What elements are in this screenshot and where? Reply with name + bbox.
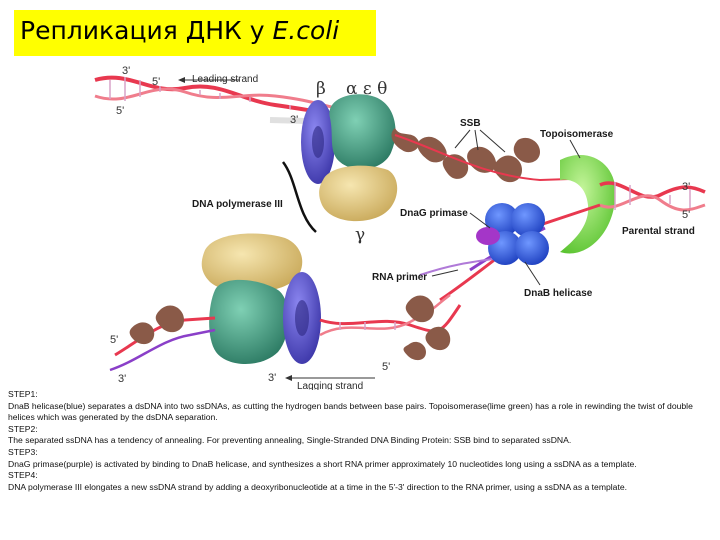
label-dnab-helicase: DnaB helicase: [524, 288, 593, 299]
leading-arrow-head: [178, 77, 185, 83]
beta-clamp-upper-hole: [312, 126, 324, 158]
step1-heading: STEP1:: [8, 389, 38, 399]
label-ssb: SSB: [460, 118, 481, 129]
label-rna-primer: RNA primer: [372, 272, 428, 283]
label-5prime-top: 5': [152, 76, 161, 88]
step3-text: DnaG primase(purple) is activated by binding to DnaB helicase, and synthesizes a short RNA primer approximately 10 nucleotides long using a ssDNA as a template.: [8, 458, 637, 469]
label-beta: β: [316, 79, 326, 99]
label-dnag-primase: DnaG primase: [400, 208, 468, 219]
step4-text: DNA polymerase III elongates a new ssDNA strand by adding a deoxyribonucleotide at a time in the 5'-3' direction to the RNA primer, using a ssDNA as a template.: [8, 481, 628, 492]
label-alpha-epsilon-theta: α ε θ: [346, 79, 388, 99]
gamma-complex-upper: [319, 166, 397, 221]
step1-text: DnaB helicase(blue) separates a dsDNA into two ssDNAs, as cutting the hydrogen bands between base pairs. Topoisomerase(lime green) has a role in rewinding the twist of double helices which was generated by the dsDNA separation.: [8, 400, 693, 423]
step2-text: The separated ssDNA has a tendency of annealing. For preventing annealing, Single-Stranded DNA Binding Protein: SSB bind to separated ssDNA.: [8, 435, 572, 446]
label-lagging-strand: Lagging strand: [297, 381, 364, 390]
label-5prime-left: 5': [116, 105, 125, 117]
label-3prime-right: 3': [682, 181, 691, 193]
step2-heading: STEP2:: [8, 423, 38, 434]
label-3prime-top: 3': [122, 65, 131, 77]
topoisomerase: [560, 155, 616, 254]
helicase-subunit-4: [515, 231, 549, 265]
ssb-cluster-top: [391, 128, 540, 182]
polymerase-core-lower: [209, 280, 288, 364]
topoisomerase-pointer: [570, 140, 580, 158]
beta-clamp-lower-hole: [295, 300, 309, 336]
step3-heading: STEP3:: [8, 446, 38, 457]
lagging-arrow-head: [285, 375, 292, 381]
label-5prime-low: 5': [110, 334, 119, 346]
polymerase-core-upper: [329, 94, 395, 169]
primase: [476, 227, 500, 245]
label-3prime-mid: 3': [290, 114, 299, 126]
replication-fork-diagram: [0, 55, 720, 390]
label-3prime-lag: 3': [268, 372, 277, 384]
label-3prime-low: 3': [118, 373, 127, 385]
label-5prime-lag: 5': [382, 361, 391, 373]
label-5prime-right: 5': [682, 209, 691, 221]
label-dna-polymerase: DNA polymerase III: [192, 199, 283, 210]
step4-heading: STEP4:: [8, 470, 38, 481]
label-leading-strand: Leading strand: [192, 74, 259, 85]
page-title: Репликация ДНК у E.coli: [20, 16, 340, 45]
step-notes: [8, 389, 708, 493]
label-parental-strand: Parental strand: [622, 226, 695, 237]
label-gamma: γ: [355, 225, 366, 245]
label-topoisomerase: Topoisomerase: [540, 129, 614, 140]
helicase-pointer: [525, 262, 540, 285]
